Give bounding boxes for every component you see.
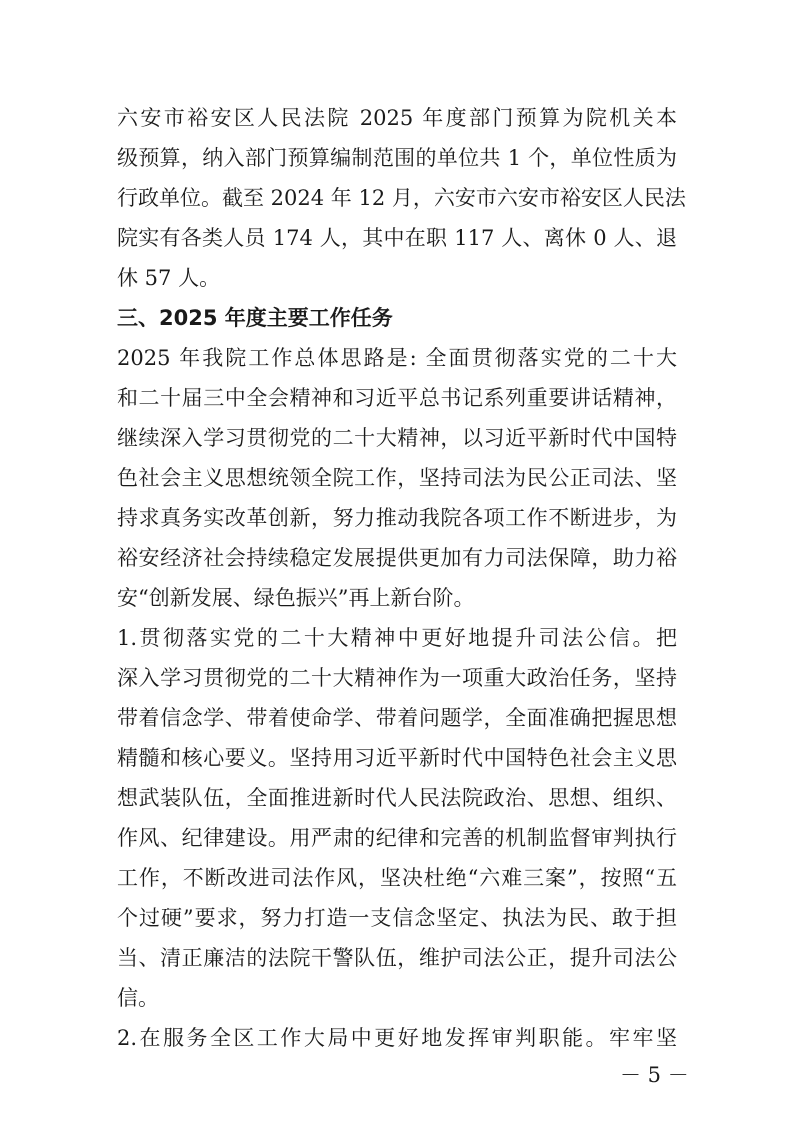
text-line: 休 57 人。 [117,266,221,290]
text-line: 色社会主义思想统领全院工作，坚持司法为民公正司法、坚 [117,466,677,490]
text-line: 2025 年我院工作总体思路是: 全面贯彻落实党的二十大 [117,346,677,370]
section-heading: 三、2025 年度主要工作任务 [117,306,393,330]
text-line: 精髓和核心要义。坚持用习近平新时代中国特色社会主义思 [117,746,677,770]
text-line: 作风、纪律建设。用严肃的纪律和完善的机制监督审判执行 [117,826,677,850]
text-line: 信。 [117,986,159,1010]
text-line: 级预算，纳入部门预算编制范围的单位共 1 个，单位性质为 [117,146,677,170]
text-line: 工作，不断改进司法作风，坚决杜绝“六难三案”，按照“五 [117,866,677,890]
text-line: 当、清正廉洁的法院干警队伍，维护司法公正，提升司法公 [117,946,677,970]
text-line: 裕安经济社会持续稳定发展提供更加有力司法保障，助力裕 [117,546,677,570]
text-line: 院实有各类人员 174 人，其中在职 117 人、离休 0 人、退 [117,226,677,250]
text-line: 六安市裕安区人民法院 2025 年度部门预算为院机关本 [117,106,677,130]
text-line: 2.在服务全区工作大局中更好地发挥审判职能。牢牢坚 [117,1026,677,1050]
text-line: 深入学习贯彻党的二十大精神作为一项重大政治任务，坚持 [117,666,677,690]
text-line: 个过硬”要求，努力打造一支信念坚定、执法为民、敢于担 [117,906,677,930]
text-line: 1.贯彻落实党的二十大精神中更好地提升司法公信。把 [117,626,677,650]
text-line: 继续深入学习贯彻党的二十大精神，以习近平新时代中国特 [117,426,677,450]
page-number: － 5 － [620,1063,689,1087]
text-line: 持求真务实改革创新，努力推动我院各项工作不断进步，为 [117,506,677,530]
text-line: 和二十届三中全会精神和习近平总书记系列重要讲话精神， [117,386,677,410]
text-line: 带着信念学、带着使命学、带着问题学，全面准确把握思想 [117,706,677,730]
text-line: 安“创新发展、绿色振兴”再上新台阶。 [117,586,475,610]
text-line: 想武装队伍，全面推进新时代人民法院政治、思想、组织、 [117,786,677,810]
text-line: 行政单位。截至 2024 年 12 月，六安市六安市裕安区人民法 [117,186,686,210]
